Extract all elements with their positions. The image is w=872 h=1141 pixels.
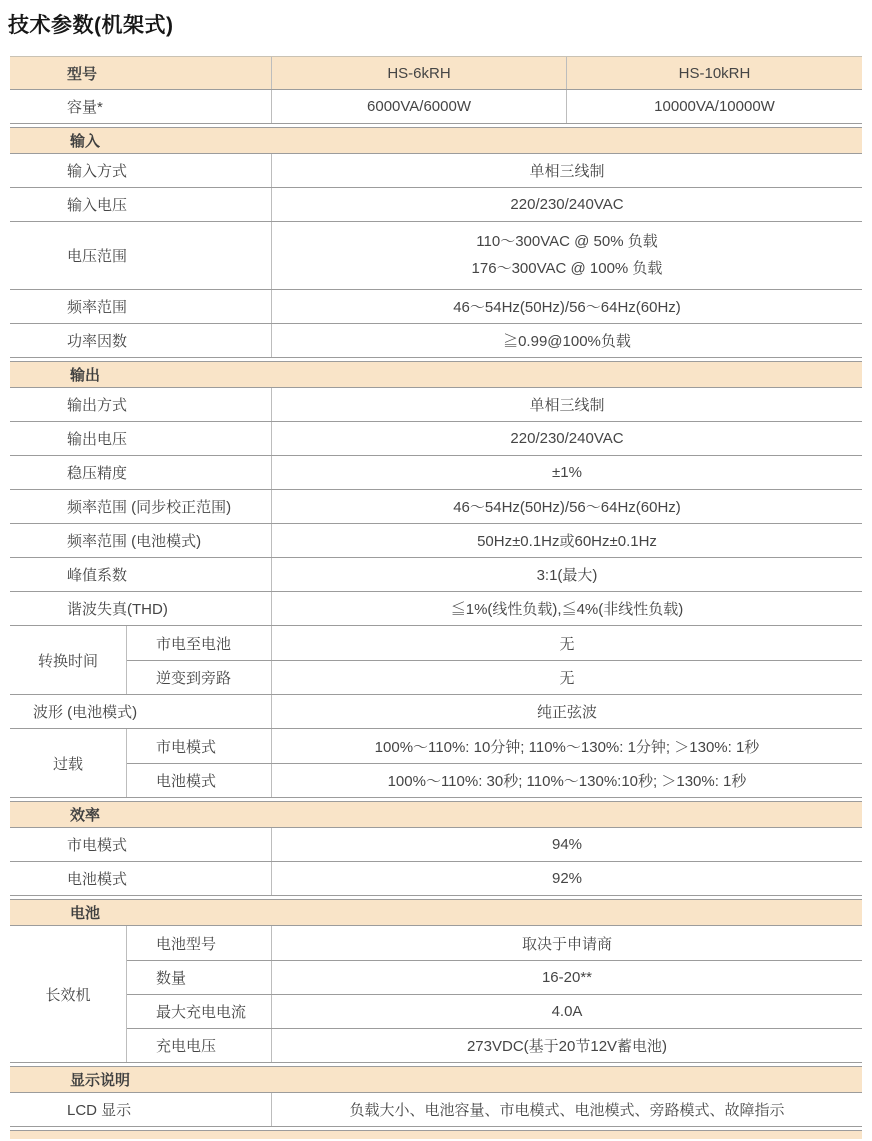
row-overload-battery — [127, 763, 862, 797]
input-method-value: 单相三线制 — [529, 163, 605, 180]
page-title: 技术参数(机架式) — [8, 14, 174, 37]
efficiency-battery-value: 92% — [551, 870, 583, 887]
thd-value: ≦1%(线性负载),≦4%(非线性负载) — [450, 601, 684, 618]
section-header-battery: 电池 — [10, 899, 862, 926]
input-method-label: 输入方式 — [10, 154, 272, 187]
row-regulation — [10, 456, 862, 490]
header-model-label: 型号 — [10, 57, 272, 89]
waveform-value: 纯正弦波 — [536, 704, 597, 721]
transfer-time-rows — [127, 626, 862, 694]
overload-battery-value: 100%～110%: 30秒; 110%～130%:10秒; ＞130%: 1秒 — [387, 773, 747, 790]
row-input-freq-range — [10, 290, 862, 324]
lcd-display-label: LCD 显示 — [10, 1093, 272, 1126]
section-header-output: 输出 — [10, 361, 862, 388]
output-voltage-value: 220/230/240VAC — [510, 430, 624, 447]
capacity-value-10k: 10000VA/10000W — [654, 98, 775, 115]
input-voltage-label: 输入电压 — [10, 188, 272, 221]
freq-batt-value: 50Hz±0.1Hz或60Hz±0.1Hz — [477, 533, 657, 550]
row-battery-type — [127, 926, 862, 960]
input-voltage-value: 220/230/240VAC — [510, 196, 624, 213]
section-header-efficiency: 效率 — [10, 801, 862, 828]
overload-group-label: 过载 — [10, 729, 127, 797]
battery-type-value: 取决于申请商 — [521, 935, 612, 953]
capacity-label: 容量* — [10, 90, 272, 123]
output-method-label: 输出方式 — [10, 388, 272, 421]
voltage-range-value — [272, 222, 862, 289]
freq-sync-value: 46～54Hz(50Hz)/56～64Hz(60Hz) — [453, 499, 681, 516]
overload-battery-label: 电池模式 — [127, 764, 272, 797]
row-efficiency-battery — [10, 862, 862, 896]
group-transfer-time — [10, 626, 862, 695]
group-overload — [10, 729, 862, 798]
output-voltage-label: 输出电压 — [10, 422, 272, 455]
inv-to-bypass-value: 无 — [559, 670, 575, 687]
efficiency-mains-label: 市电模式 — [10, 828, 272, 861]
row-input-method — [10, 154, 862, 188]
row-max-charge-current — [127, 994, 862, 1028]
row-input-voltage — [10, 188, 862, 222]
row-freq-sync — [10, 490, 862, 524]
regulation-label: 稳压精度 — [10, 456, 272, 489]
output-method-value: 单相三线制 — [529, 397, 605, 414]
regulation-value: ±1% — [552, 464, 582, 481]
row-thd — [10, 592, 862, 626]
row-crest-factor — [10, 558, 862, 592]
row-power-factor — [10, 324, 862, 358]
transfer-time-group-label: 转换时间 — [10, 626, 127, 694]
waveform-label: 波形 (电池模式) — [10, 695, 272, 728]
voltage-range-line2: 176～300VAC @ 100% 负载 — [471, 259, 663, 277]
thd-label: 谐波失真(THD) — [10, 592, 272, 625]
spec-table — [10, 56, 862, 1139]
battery-quantity-value: 16-20** — [541, 969, 593, 986]
row-capacity — [10, 90, 862, 124]
ac-to-batt-label: 市电至电池 — [127, 626, 272, 660]
battery-type-label: 电池型号 — [127, 926, 272, 960]
efficiency-battery-label: 电池模式 — [10, 862, 272, 895]
max-charge-current-label: 最大充电电流 — [127, 995, 272, 1028]
next-section-band-cutoff — [10, 1130, 862, 1139]
inv-to-bypass-label: 逆变到旁路 — [127, 661, 272, 694]
input-freq-range-value: 46～54Hz(50Hz)/56～64Hz(60Hz) — [453, 299, 681, 316]
header-model-hs6krh: HS-6kRH — [272, 57, 567, 89]
battery-quantity-label: 数量 — [127, 961, 272, 994]
row-ac-to-batt — [127, 626, 862, 660]
voltage-range-label: 电压范围 — [10, 222, 272, 289]
overload-rows — [127, 729, 862, 797]
row-voltage-range — [10, 222, 862, 290]
lcd-display-value: 负载大小、电池容量、市电模式、电池模式、旁路模式、故障指示 — [349, 1102, 785, 1119]
row-lcd-display — [10, 1093, 862, 1127]
header-model-hs10krh: HS-10kRH — [678, 64, 751, 82]
crest-factor-label: 峰值系数 — [10, 558, 272, 591]
voltage-range-line1: 110～300VAC @ 50% 负载 — [476, 233, 658, 251]
section-header-input: 输入 — [10, 127, 862, 154]
power-factor-value: ≧0.99@100%负载 — [503, 333, 631, 350]
long-backup-group-label: 长效机 — [10, 926, 127, 1062]
charge-voltage-value: 273VDC(基于20节12V蓄电池) — [466, 1038, 668, 1055]
row-inv-to-bypass — [127, 660, 862, 694]
capacity-value-6k: 6000VA/6000W — [272, 90, 567, 123]
input-freq-range-label: 频率范围 — [10, 290, 272, 323]
group-long-backup — [10, 926, 862, 1063]
row-efficiency-mains — [10, 828, 862, 862]
section-header-display: 显示说明 — [10, 1066, 862, 1093]
row-output-voltage — [10, 422, 862, 456]
row-battery-quantity — [127, 960, 862, 994]
row-freq-batt — [10, 524, 862, 558]
long-backup-rows — [127, 926, 862, 1062]
freq-sync-label: 频率范围 (同步校正范围) — [10, 490, 272, 523]
row-charge-voltage — [127, 1028, 862, 1062]
power-factor-label: 功率因数 — [10, 324, 272, 357]
overload-mains-value: 100%～110%: 10分钟; 110%～130%: 1分钟; ＞130%: 1秒 — [374, 738, 760, 756]
row-overload-mains — [127, 729, 862, 763]
voltage-range-lines — [472, 229, 663, 282]
row-waveform — [10, 695, 862, 729]
row-output-method — [10, 388, 862, 422]
freq-batt-label: 频率范围 (电池模式) — [10, 524, 272, 557]
crest-factor-value: 3:1(最大) — [536, 567, 598, 584]
table-header-row — [10, 56, 862, 90]
efficiency-mains-value: 94% — [551, 836, 583, 853]
charge-voltage-label: 充电电压 — [127, 1029, 272, 1062]
overload-mains-label: 市电模式 — [127, 729, 272, 763]
max-charge-current-value: 4.0A — [551, 1003, 583, 1020]
ac-to-batt-value: 无 — [559, 635, 575, 653]
